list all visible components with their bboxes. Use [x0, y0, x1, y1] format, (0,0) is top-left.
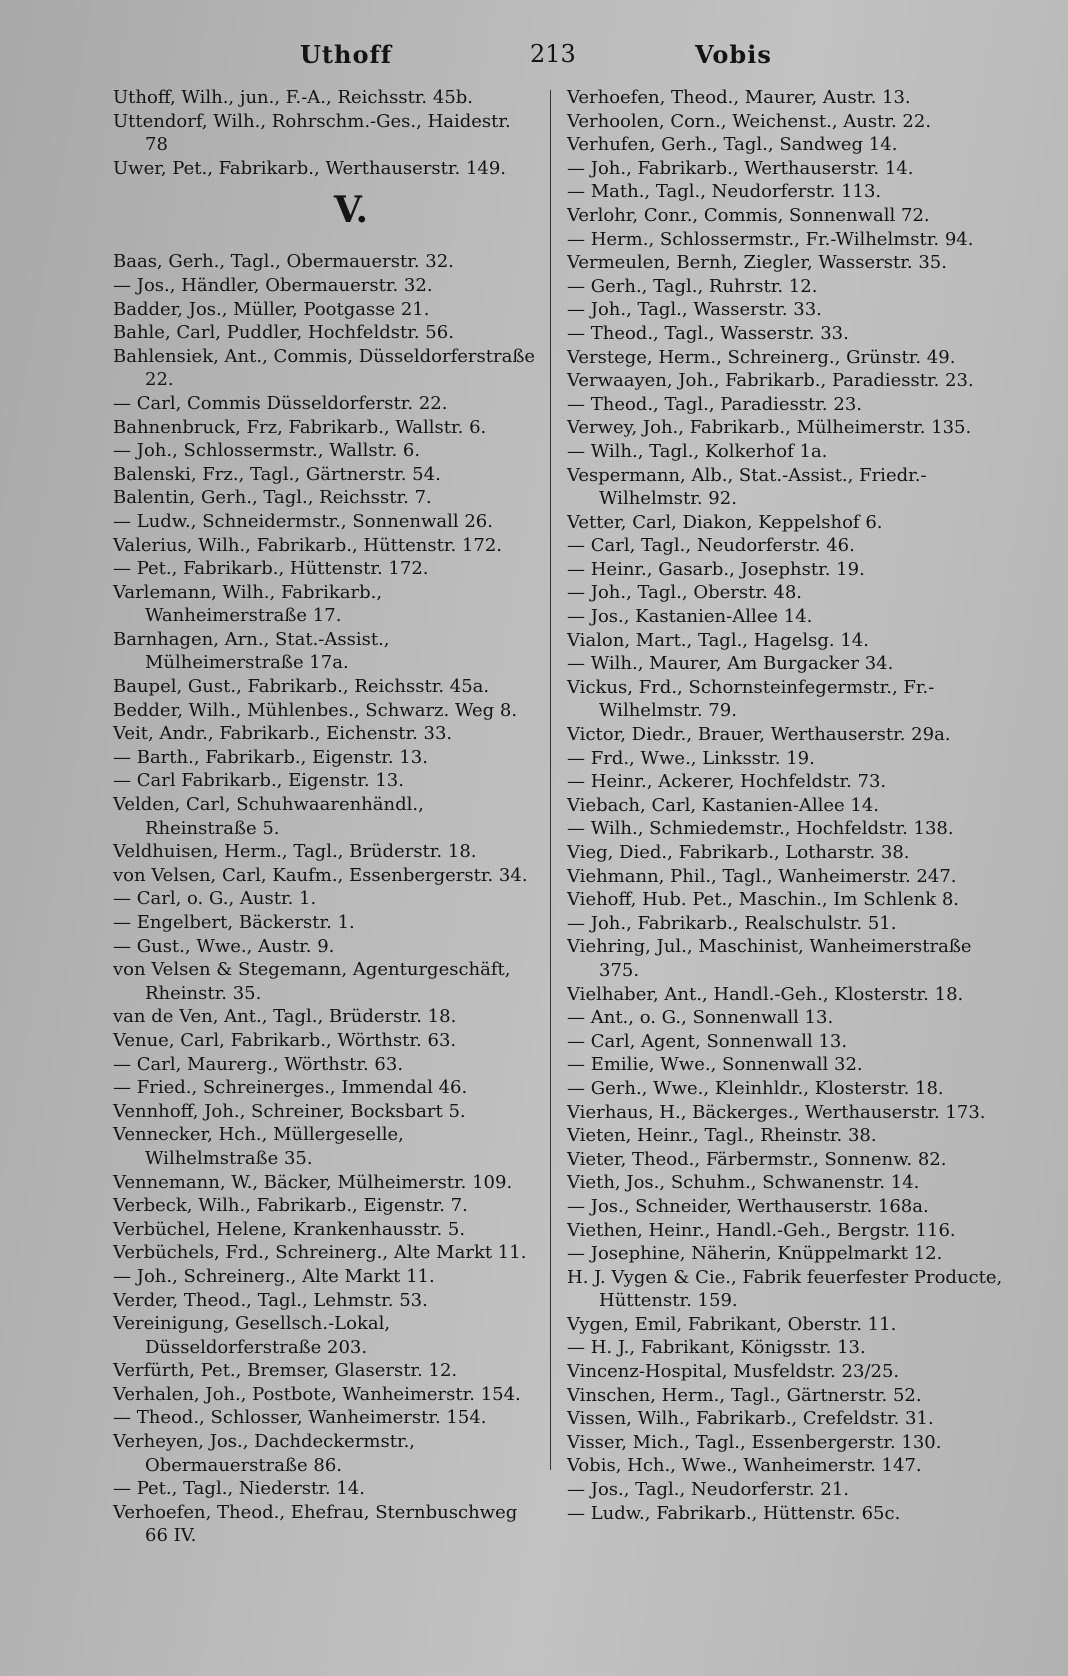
header-left-word: Uthoff — [300, 40, 393, 69]
directory-entry: Bahlensiek, Ant., Commis, Düsseldorferstraße 22. — [113, 345, 535, 391]
directory-entry: Baas, Gerh., Tagl., Obermauerstr. 32. — [113, 251, 454, 273]
directory-entry: — Gerh., Tagl., Ruhrstr. 12. — [567, 275, 818, 297]
directory-entry: Vieth, Jos., Schuhm., Schwanenstr. 14. — [567, 1172, 920, 1194]
page-number: 213 — [530, 40, 576, 68]
directory-entry: Verbüchels, Frd., Schreinerg., Alte Markt 11. — [113, 1242, 527, 1264]
directory-entry: Victor, Diedr., Brauer, Werthauserstr. 29a. — [567, 724, 951, 746]
directory-entry: Veldhuisen, Herm., Tagl., Brüderstr. 18. — [113, 841, 477, 863]
directory-entry: Viethen, Heinr., Handl.-Geh., Bergstr. 116. — [567, 1219, 956, 1241]
directory-entry: Bahle, Carl, Puddler, Hochfeldstr. 56. — [113, 322, 454, 344]
directory-entry: — Joh., Tagl., Oberstr. 48. — [567, 582, 803, 604]
directory-entry: — Ludw., Schneidermstr., Sonnenwall 26. — [113, 510, 493, 532]
directory-entry: Vennhoff, Joh., Schreiner, Bocksbart 5. — [113, 1100, 466, 1122]
directory-entry: Vissen, Wilh., Fabrikarb., Crefeldstr. 31. — [567, 1408, 934, 1430]
directory-entry: — Joh., Fabrikarb., Realschulstr. 51. — [567, 912, 897, 934]
directory-entry: Velden, Carl, Schuhwaarenhändl., Rheinstraße 5. — [113, 794, 424, 839]
directory-entry: Varlemann, Wilh., Fabrikarb., Wanheimerstraße 17. — [113, 581, 383, 627]
directory-entry: — Barth., Fabrikarb., Eigenstr. 13. — [113, 746, 428, 768]
directory-entry: H. J. Vygen & Cie., Fabrik feuerfester Producte, Hüttenstr. 159. — [567, 1266, 1003, 1312]
directory-entry: Vespermann, Alb., Stat.-Assist., Friedr.-Wilhelmstr. 92. — [567, 464, 927, 510]
header-right-word: Vobis — [695, 40, 772, 69]
directory-entry: — Gerh., Wwe., Kleinhldr., Klosterstr. 18. — [567, 1077, 944, 1099]
directory-entry: Vieter, Theod., Färbermstr., Sonnenw. 82. — [567, 1148, 947, 1170]
directory-entry: — Joh., Schreinerg., Alte Markt 11. — [113, 1265, 435, 1287]
directory-entry: Verwaayen, Joh., Fabrikarb., Paradiesstr. 23. — [567, 370, 974, 392]
directory-entry: — Carl, o. G., Austr. 1. — [113, 888, 317, 910]
directory-entry: Vialon, Mart., Tagl., Hagelsg. 14. — [567, 629, 869, 651]
directory-entry: — Carl, Commis Düsseldorferstr. 22. — [113, 392, 448, 414]
directory-entry: Vinschen, Herm., Tagl., Gärtnerstr. 52. — [567, 1384, 922, 1406]
directory-entry: — Jos., Kastanien-Allee 14. — [567, 606, 813, 628]
directory-entry: — Frd., Wwe., Linksstr. 19. — [567, 747, 815, 769]
directory-entry: — Wilh., Tagl., Kolkerhof 1a. — [567, 440, 828, 462]
directory-entry: Verbüchel, Helene, Krankenhausstr. 5. — [113, 1218, 466, 1240]
directory-entry: — Gust., Wwe., Austr. 9. — [113, 935, 335, 957]
directory-entry: — Pet., Fabrikarb., Hüttenstr. 172. — [113, 558, 429, 580]
directory-entry: Uttendorf, Wilh., Rohrschm.-Ges., Haidestr. 78 — [113, 110, 511, 156]
directory-entry: — Ant., o. G., Sonnenwall 13. — [567, 1007, 834, 1029]
directory-entry: — Emilie, Wwe., Sonnenwall 32. — [567, 1054, 863, 1076]
directory-entry: Verlohr, Conr., Commis, Sonnenwall 72. — [567, 204, 930, 226]
directory-entry: Vieg, Died., Fabrikarb., Lotharstr. 38. — [567, 842, 910, 863]
directory-entry: von Velsen & Stegemann, Agenturgeschäft, Rheinstr. 35. — [113, 959, 511, 1004]
directory-entry: — Herm., Schlossermstr., Fr.-Wilhelmstr. 94. — [567, 228, 974, 250]
directory-entry: Verhoefen, Theod., Maurer, Austr. 13. — [567, 87, 911, 108]
directory-entry: Verhoefen, Theod., Ehefrau, Sternbuschweg 66 IV. — [113, 1501, 518, 1547]
directory-entry: von Velsen, Carl, Kaufm., Essenbergerstr. 34. — [113, 864, 528, 886]
directory-entry: — Josephine, Näherin, Knüppelmarkt 12. — [567, 1243, 943, 1265]
column-divider — [550, 90, 551, 1470]
directory-entry: — Fried., Schreinerges., Immendal 46. — [113, 1077, 468, 1099]
directory-entry: — Joh., Tagl., Wasserstr. 33. — [567, 299, 822, 321]
left-column — [113, 86, 539, 1548]
directory-entry: — Carl, Maurerg., Wörthstr. 63. — [113, 1053, 404, 1075]
directory-entry: Vielhaber, Ant., Handl.-Geh., Klosterstr. 18. — [567, 983, 964, 1005]
left-entries-after — [113, 250, 539, 1548]
directory-entry: Balentin, Gerh., Tagl., Reichsstr. 7. — [113, 487, 432, 509]
directory-entry: Vetter, Carl, Diakon, Keppelshof 6. — [567, 511, 883, 533]
directory-entry: Balenski, Frz., Tagl., Gärtnerstr. 54. — [113, 463, 441, 485]
directory-entry: — Carl, Tagl., Neudorferstr. 46. — [567, 535, 855, 557]
directory-entry: — Carl, Agent, Sonnenwall 13. — [567, 1030, 848, 1052]
section-letter: V. — [333, 189, 369, 232]
directory-entry: Verhalen, Joh., Postbote, Wanheimerstr. 154. — [113, 1383, 521, 1405]
directory-entry: Uthoff, Wilh., jun., F.-A., Reichsstr. 45b. — [113, 87, 474, 108]
directory-entry: Verhoolen, Corn., Weichenst., Austr. 22. — [567, 110, 932, 132]
directory-entry: — Jos., Tagl., Neudorferstr. 21. — [567, 1479, 850, 1501]
directory-entry: Veit, Andr., Fabrikarb., Eichenstr. 33. — [113, 723, 453, 745]
directory-entry: Venue, Carl, Fabrikarb., Wörthstr. 63. — [113, 1029, 457, 1051]
directory-entry: Vobis, Hch., Wwe., Wanheimerstr. 147. — [567, 1455, 922, 1477]
directory-entry: — Heinr., Ackerer, Hochfeldstr. 73. — [567, 771, 887, 793]
directory-entry: van de Ven, Ant., Tagl., Brüderstr. 18. — [113, 1006, 457, 1028]
directory-entry: Verheyen, Jos., Dachdeckermstr., Obermauerstraße 86. — [113, 1431, 416, 1476]
directory-entry: — Theod., Tagl., Wasserstr. 33. — [567, 322, 849, 344]
directory-entry: Badder, Jos., Müller, Pootgasse 21. — [113, 298, 430, 320]
directory-entry: Verhufen, Gerh., Tagl., Sandweg 14. — [567, 134, 898, 156]
directory-entry: — Wilh., Schmiedemstr., Hochfeldstr. 138. — [567, 818, 954, 840]
directory-entry: Viebach, Carl, Kastanien-Allee 14. — [567, 794, 879, 816]
directory-entry: — Joh., Fabrikarb., Werthauserstr. 14. — [567, 157, 914, 179]
directory-entry: Verstege, Herm., Schreinerg., Grünstr. 49. — [567, 346, 956, 368]
directory-entry: Viehoff, Hub. Pet., Maschin., Im Schlenk 8. — [567, 889, 960, 911]
directory-entry: Uwer, Pet., Fabrikarb., Werthauserstr. 149. — [113, 157, 507, 179]
directory-entry: Bahnenbruck, Frz, Fabrikarb., Wallstr. 6. — [113, 416, 487, 438]
directory-entry: — Math., Tagl., Neudorferstr. 113. — [567, 181, 882, 203]
directory-entry: — Engelbert, Bäckerstr. 1. — [113, 912, 355, 933]
directory-entry: Vennemann, W., Bäcker, Mülheimerstr. 109. — [113, 1171, 513, 1193]
directory-entry: — Wilh., Maurer, Am Burgacker 34. — [567, 653, 894, 675]
directory-entry: — Pet., Tagl., Niederstr. 14. — [113, 1478, 365, 1500]
directory-entry: Verwey, Joh., Fabrikarb., Mülheimerstr. 135. — [567, 417, 972, 439]
directory-entry: Bedder, Wilh., Mühlenbes., Schwarz. Weg 8. — [113, 699, 518, 721]
directory-entry: Verfürth, Pet., Bremser, Glaserstr. 12. — [113, 1360, 458, 1382]
directory-entry: — Carl Fabrikarb., Eigenstr. 13. — [113, 770, 404, 792]
directory-entry: — Joh., Schlossermstr., Wallstr. 6. — [113, 440, 421, 462]
directory-entry: Vermeulen, Bernh, Ziegler, Wasserstr. 35. — [567, 252, 947, 274]
right-column — [567, 86, 1005, 1525]
page-header — [0, 40, 1068, 80]
directory-entry: — Theod., Schlosser, Wanheimerstr. 154. — [113, 1407, 487, 1429]
directory-entry: Vennecker, Hch., Müllergeselle, Wilhelmstraße 35. — [113, 1124, 404, 1169]
directory-entry: Vincenz-Hospital, Musfeldstr. 23/25. — [567, 1361, 900, 1383]
directory-entry: Vierhaus, H., Bäckerges., Werthauserstr. 173. — [567, 1101, 986, 1123]
directory-entry: Visser, Mich., Tagl., Essenbergerstr. 130. — [567, 1431, 942, 1453]
directory-entry: Barnhagen, Arn., Stat.-Assist., Mülheimerstraße 17a. — [113, 628, 390, 674]
left-entries-before — [113, 86, 539, 180]
directory-entry: — Ludw., Fabrikarb., Hüttenstr. 65c. — [567, 1502, 901, 1524]
directory-entry: Verbeck, Wilh., Fabrikarb., Eigenstr. 7. — [113, 1195, 468, 1217]
directory-entry: Valerius, Wilh., Fabrikarb., Hüttenstr. 172. — [113, 534, 503, 556]
directory-entry: — Jos., Schneider, Werthauserstr. 168a. — [567, 1195, 929, 1217]
directory-entry: Verder, Theod., Tagl., Lehmstr. 53. — [113, 1289, 428, 1311]
directory-entry: Baupel, Gust., Fabrikarb., Reichsstr. 45a. — [113, 676, 490, 698]
directory-entry: — Jos., Händler, Obermauerstr. 32. — [113, 274, 433, 296]
directory-entry: — H. J., Fabrikant, Königsstr. 13. — [567, 1337, 866, 1359]
directory-entry: — Heinr., Gasarb., Josephstr. 19. — [567, 558, 865, 580]
directory-entry: Viehring, Jul., Maschinist, Wanheimerstraße 375. — [567, 936, 972, 981]
directory-entry: Vereinigung, Gesellsch.-Lokal, Düsseldorferstraße 203. — [113, 1313, 391, 1358]
directory-entry: — Theod., Tagl., Paradiesstr. 23. — [567, 393, 862, 415]
directory-entry: Vickus, Frd., Schornsteinfegermstr., Fr.-Wilhelmstr. 79. — [567, 676, 935, 722]
directory-entry: Vygen, Emil, Fabrikant, Oberstr. 11. — [567, 1313, 897, 1335]
directory-entry: Vieten, Heinr., Tagl., Rheinstr. 38. — [567, 1125, 877, 1147]
directory-entry: Viehmann, Phil., Tagl., Wanheimerstr. 247. — [567, 865, 957, 887]
